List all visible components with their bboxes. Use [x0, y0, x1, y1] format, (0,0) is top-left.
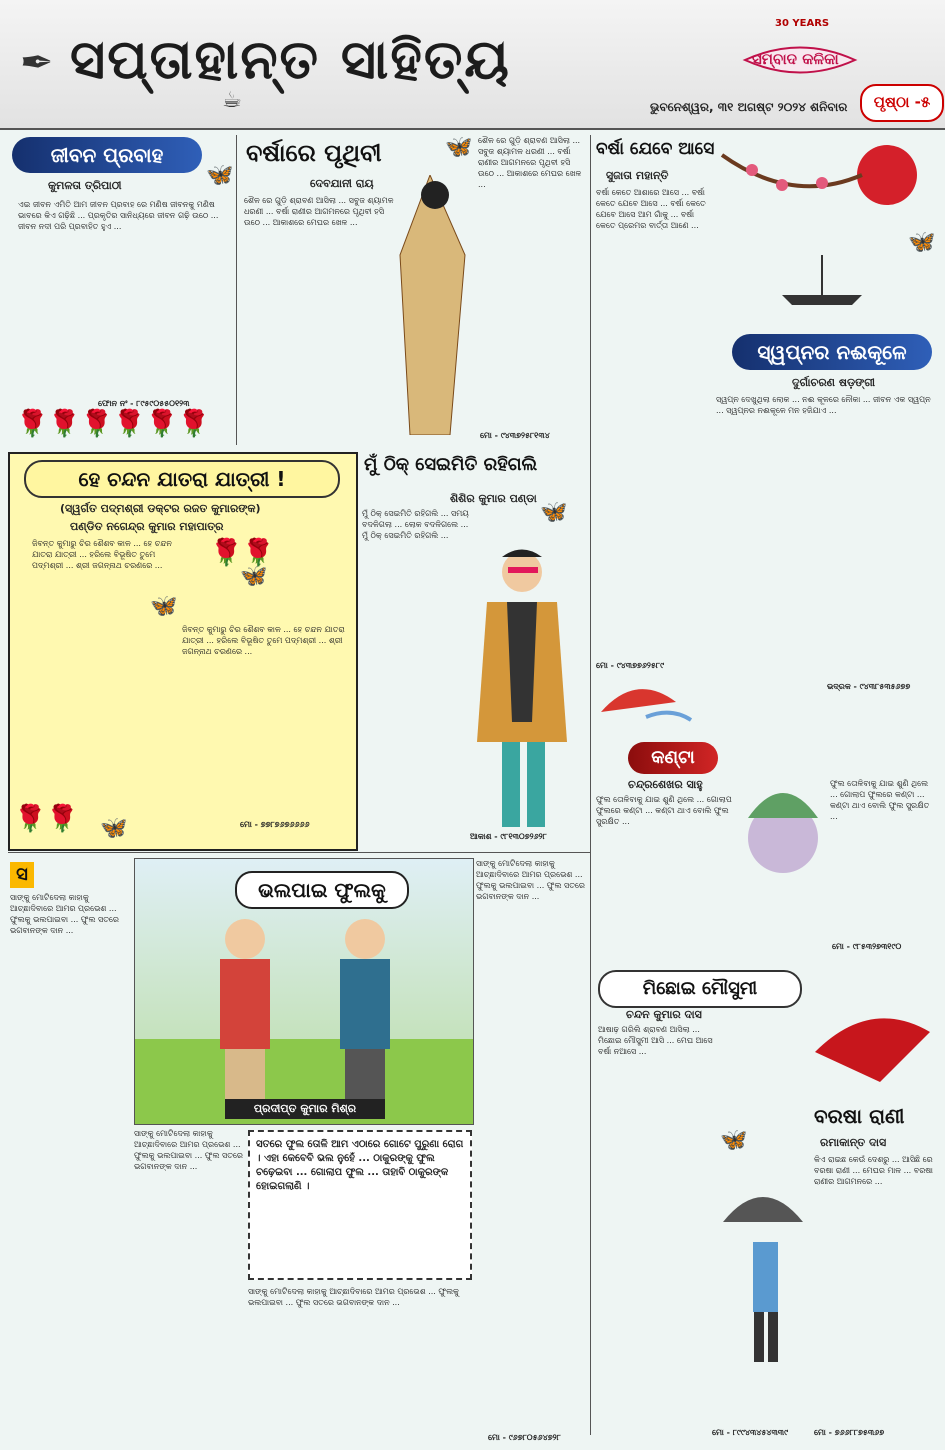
article-author: ଶିଶିର କୁମାର ପଣ୍ଡା: [450, 492, 537, 505]
article-signature: ମୋ - ୭୭୮୭୬୭୬୬୬୬: [240, 820, 310, 829]
red-umbrella-illustration: [810, 992, 940, 1092]
article-author: ପ୍ରଦୀପ୍ତ କୁମାର ମିଶ୍ର: [253, 1102, 357, 1115]
column-divider: [236, 135, 237, 445]
article-title: ସ୍ୱପ୍ନର ନଈକୂଳେ: [757, 340, 907, 364]
butterfly-icon: 🦋: [720, 1128, 748, 1153]
row-divider: [8, 852, 590, 853]
butterfly-icon: 🦋: [150, 594, 178, 619]
article-signature: ମୋ - ୯୪୩୭୭୬୨୫୮୯: [596, 661, 665, 670]
article-author: ଚନ୍ଦ୍ରଶେଖର ସାହୁ: [628, 778, 703, 791]
article-author: କୁମଳତା ତ୍ରିପାଠୀ: [48, 179, 122, 192]
butterfly-icon: 🦋: [908, 230, 936, 255]
article-signature: ମୋ - ୭୬୬୮୮୭୫୩୬୭: [814, 1428, 885, 1437]
article-title: କଣ୍ଟା: [651, 747, 695, 768]
article-title-banner: [598, 970, 802, 1008]
article-title: ବର୍ଷାରେ ପୃଥିବୀ: [246, 139, 382, 167]
logo-text: ସମ୍ବାଦ କଳିକା: [752, 50, 839, 68]
article-signature: ମୋ - ୯୬୭୮୦୫୬୪୭୨୮: [488, 1433, 561, 1442]
page-title: ସପ୍ତାହାନ୍ତ ସାହିତ୍ୟ: [70, 28, 511, 91]
article-body: ଏଇ ଜୀବନ ଏମିତି ଆମ ଜୀବନ ପ୍ରବାହ ରେ ମଣିଷ ଜୀବନକୁ ମଣିଷ ଭାବରେ କିଏ ଗଢ଼ିଛି ... ପ୍ରକୃତିର ସାନିଧ୍ୟରେ ଜୀବନ ଗଢ଼ି ଉଠେ ... ଜୀବନ ନଦୀ ପରି ପ୍ରବାହିତ ହୁଏ ...: [18, 200, 219, 231]
butterfly-icon: 🦋: [240, 564, 268, 589]
article-bhalapai-phulaku: [8, 858, 590, 1443]
quote-text: ସତରେ ଫୁଲ ତୋଳି ଆମ ଏଠାରେ ଗୋଟେ ପୁରୁଣା ରୋଗ । ଏହା କେବେବି ଭଲ ନୁହେଁ ... ଠାକୁରଙ୍କୁ ଫୁଲ ଚଢ଼େଇବା ... ଗୋଲାପ ଫୁଲ ... ତାହାବି ଠାକୁରଙ୍କ ହୋଇଗଲାଣି ।: [256, 1139, 464, 1192]
article-barasha-rani: [810, 962, 940, 1442]
article-body-column: ଫୁଲ ତୋଳିବାକୁ ଯାଇ ଶୁଣି ଥିଲେ ... ଗୋଲାପ ଫୁଲରେ କଣ୍ଟା ... କଣ୍ଟା ଥାଏ ବୋଲି ଫୁଲ ସୁରକ୍ଷିତ ...: [830, 779, 930, 821]
article-body: ଜିବନ୍ତ କୁମାରୁ ଚିର ଶୈଶବ କାଳ ... ହେ ଚନ୍ଦନ ଯାତରା ଯାତ୍ରୀ ... ହରିଲେ ବିଭୂଷିତ ତୁମେ ପଦ୍ମଶ୍ରୀ ... ଶ୍ରୀ ଜଗନ୍ନାଥ ଚରଣରେ ...: [32, 539, 172, 570]
author-banner: [225, 1099, 385, 1119]
article-author: ପଣ୍ଡିତ ନଗେନ୍ଦ୍ର କୁମାର ମହାପାତ୍ର: [70, 520, 224, 533]
article-title: ମିଛୋଇ ମୌସୁମୀ: [642, 978, 758, 999]
article-subtitle: (ସ୍ୱର୍ଗତ ପଦ୍ମଶ୍ରୀ ଡକ୍ଟର ରଜତ କୁମାରଙ୍କ): [60, 502, 261, 515]
article-author: ଦେବଯାନୀ ରାୟ: [310, 177, 374, 190]
butterfly-icon: 🦋: [100, 816, 128, 841]
page-number-badge: ପୃଷ୍ଠା -୫: [860, 84, 944, 122]
article-body: ଶୈଳ ରେ ଗୁଡ଼ି ଶ୍ରାବଣ ଆସିଲା ... ସବୁଜ ଶ୍ୟାମଳ ଧରଣୀ ... ବର୍ଷା ରାଣୀର ଆଗମନରେ ପୃଥିବୀ ହସି ଉଠେ ... ଆକାଶରେ ମେଘର ଖେଳ ...: [244, 196, 394, 227]
article-body: ଆଷାଢ଼ ଗରିଲି ଶ୍ରାବଣ ଆସିଲା ... ମିଛୋଇ ମୌସୁମୀ ଆସି ... ମେଘ ଆସେ ବର୍ଷା ନଆସେ ...: [598, 1025, 713, 1056]
article-chandana-jatra: [8, 452, 358, 851]
article-drop-cap: ସ: [10, 862, 34, 888]
cherry-blossom-illustration: [712, 135, 940, 330]
illustration-title-banner: [235, 871, 409, 909]
article-swapnara-naikule: [712, 330, 940, 700]
quote-box: [248, 1130, 472, 1280]
article-author: ସୁଜାତା ମହାନ୍ତି: [606, 169, 669, 182]
illustration-two-men: [134, 858, 474, 1125]
article-body-column: ଶୈଳ ରେ ଗୁଡ଼ି ଶ୍ରାବଣ ଆସିଲା ... ସବୁଜ ଶ୍ୟାମଳ ଧରଣୀ ... ବର୍ଷା ରାଣୀର ଆଗମନରେ ପୃଥିବୀ ହସି ଉଠେ ... ଆକାଶରେ ମେଘର ଖେଳ ...: [478, 136, 582, 189]
article-author: ଦୁର୍ଗାଚରଣ ଷଡ଼ଙ୍ଗୀ: [792, 376, 876, 389]
article-title-banner: [24, 460, 340, 498]
article-signature: ମୋ - ୯୮୫୩୨୭୩୧୯୦: [832, 942, 902, 951]
article-body: ଫୁଲ ତୋଳିବାକୁ ଯାଇ ଶୁଣି ଥିଲେ ... ଗୋଲାପ ଫୁଲରେ କଣ୍ଟା ... କଣ୍ଟା ଥାଏ ବୋଲି ଫୁଲ ସୁରକ୍ଷିତ ...: [596, 795, 732, 826]
article-author: ରମାକାନ୍ତ ଦାସ: [820, 1136, 887, 1149]
article-signature: ଫୋନ ନଂ - ୮୯୫୯୦୫୫୦୧୨୩: [98, 399, 190, 408]
article-title: ବର୍ଷା ଯେବେ ଆସେ: [596, 139, 715, 159]
article-kanta: [592, 738, 940, 958]
teacup-icon: ☕: [222, 88, 242, 113]
column-divider: [590, 135, 591, 1435]
butterfly-icon: 🦋: [540, 500, 568, 525]
article-title: ଜୀବନ ପ୍ରବାହ: [50, 143, 164, 167]
man-with-umbrella-illustration: [718, 1172, 808, 1372]
article-body: କିଏ ରାଇଛ କେଉଁ ଦେଶରୁ ... ଆସିଛି ରେ ବରଷା ରାଣୀ ... ମେଘର ମାଳ ... ବରଷା ରାଣୀର ଆଗମନରେ ...: [814, 1155, 934, 1186]
rose-icon: 🌹🌹🌹🌹🌹🌹: [16, 409, 211, 439]
article-body: ବର୍ଷା କେତେ ଆଶାରେ ଆସେ ... ବର୍ଷା କେତେ ଯେବେ ଆସେ ... ବର୍ଷା କେତେ ଯେବେ ଆସେ ଆମ ଗାଁକୁ ... ବର୍ଷା କେତେ ପ୍ରେମର ବାର୍ତ୍ତା ଆଣେ ...: [596, 188, 706, 230]
article-title: ବରଷା ରାଣୀ: [814, 1104, 905, 1128]
article-body-column: ସାଙ୍କୁ ମୋଟିଦେଲା କାହାକୁ ଆଚ୍ଛାଦିବାରେ ଆମର ପ୍ରଭେଶ ... ଫୁଲକୁ ଭଲପାଇବା ... ଫୁଲ ସତରେ ଭଗବାନଙ୍କ ଦାନ ...: [476, 859, 585, 901]
article-body-column: ସାଙ୍କୁ ମୋଟିଦେଲା କାହାକୁ ଆଚ୍ଛାଦିବାରେ ଆମର ପ୍ରଭେଶ ... ଫୁଲକୁ ଭଲପାଇବା ... ଫୁଲ ସତରେ ଭଗବାନଙ୍କ ଦାନ ...: [248, 1287, 459, 1307]
umbrella-illustration: [596, 672, 696, 732]
butterfly-icon: 🦋: [445, 135, 473, 160]
article-title-banner: [628, 742, 718, 774]
article-title-banner: [12, 137, 202, 173]
article-body: ସାଙ୍କୁ ମୋଟିଦେଲା କାହାକୁ ଆଚ୍ଛାଦିବାରେ ଆମର ପ୍ରଭେଶ ... ଫୁଲକୁ ଭଲପାଇବା ... ଫୁଲ ସତରେ ଭଗବାନଙ୍କ ଦାନ ...: [10, 893, 119, 935]
masthead: [0, 0, 945, 130]
article-michhoi-mausumi: [592, 962, 807, 1442]
article-signature: ଭଦ୍ରକ - ୯୪୩୮୫୩୫୬୭୭: [827, 682, 911, 691]
article-jibana-prabaha: [8, 135, 234, 445]
article-body: ସ୍ୱପ୍ନ ଦେଖୁଥିଲା ଲୋକ ... ନଈ କୂଳରେ ନୌକା ... ଜୀବନ ଏକ ସ୍ୱପ୍ନ ... ସ୍ୱପ୍ନର ନଈକୂଳେ ମନ ହଜିଯାଏ ...: [716, 395, 931, 415]
anniversary-badge: 30 YEARS: [775, 18, 830, 29]
article-body-column: ଜିବନ୍ତ କୁମାରୁ ଚିର ଶୈଶବ କାଳ ... ହେ ଚନ୍ଦନ ଯାତରା ଯାତ୍ରୀ ... ହରିଲେ ବିଭୂଷିତ ତୁମେ ପଦ୍ମଶ୍ରୀ ... ଶ୍ରୀ ଜଗନ୍ନାଥ ଚରଣରେ ...: [182, 625, 345, 656]
article-title-banner: [732, 334, 932, 370]
article-body-column: ସାଙ୍କୁ ମୋଟିଦେଲା କାହାକୁ ଆଚ୍ଛାଦିବାରେ ଆମର ପ୍ରଭେଶ ... ଫୁଲକୁ ଭଲପାଇବା ... ଫୁଲ ସତରେ ଭଗବାନଙ୍କ ଦାନ ...: [134, 1129, 243, 1171]
article-title: ହେ ଚନ୍ଦନ ଯାତରା ଯାତ୍ରୀ !: [78, 467, 286, 491]
article-barsare-pruthibi: [240, 135, 586, 445]
article-author: ଚନ୍ଦନ କୁମାର ଦାସ: [626, 1008, 702, 1021]
article-body: ମୁଁ ଠିକ୍ ସେଇମିତି ରହିଗଲି ... ସମୟ ବଦଳିଗଲା ... ଲୋକ ବଦଳିଗଲେ ... ମୁଁ ଠିକ୍ ସେଇମିତି ରହିଗଲି ...: [362, 509, 469, 540]
article-title: ମୁଁ ଠିକ୍ ସେଇମିତି ରହିଗଲି: [364, 454, 538, 475]
newspaper-logo: [740, 30, 860, 90]
butterfly-icon: 🦋: [206, 163, 234, 188]
article-signature: ମୋ - ୮୯୯୪୩୪୫୪୩୩୯: [712, 1428, 789, 1437]
article-signature: ମୋ - ୯୪୩୭୨୫୮୧୩୪: [480, 431, 550, 440]
article-signature: ଆକାଶ - ୯୮୧୩୦୭୨୬୨୮: [470, 832, 547, 841]
article-title: ଭଲପାଇ ଫୁଲକୁ: [258, 878, 386, 902]
illustration-woman: [390, 175, 480, 435]
dateline: ଭୁବନେଶ୍ୱର, ୩୧ ଅଗଷ୍ଟ ୨୦୨୪ ଶନିବାର: [650, 100, 848, 114]
rose-icon: 🌹🌹: [14, 804, 79, 834]
article-barsa-jebe-ase: [592, 135, 714, 675]
pen-icon: ✒: [20, 40, 54, 86]
rose-icon: 🌹🌹: [210, 538, 275, 568]
illustration-man: [472, 542, 584, 832]
illustration-face: [738, 778, 828, 918]
